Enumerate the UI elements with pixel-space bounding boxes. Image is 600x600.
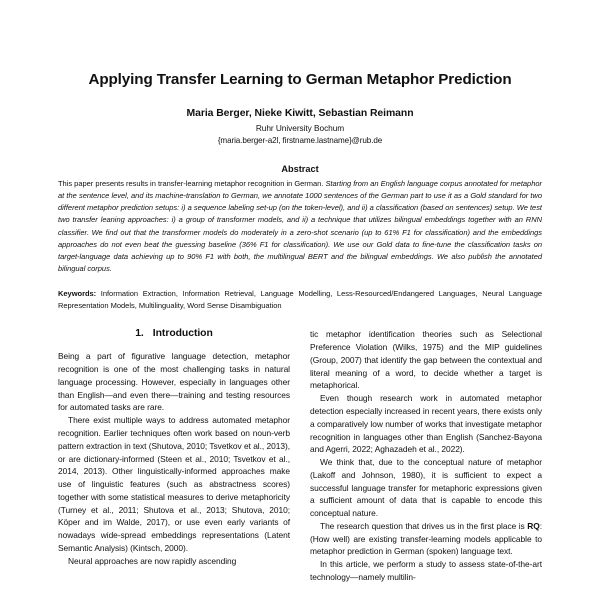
research-question-label: RQ [527, 520, 540, 531]
abstract-section [58, 164, 542, 275]
abstract-heading: Abstract [281, 164, 319, 174]
left-column [58, 328, 290, 567]
two-column-body [58, 328, 542, 583]
author-email: {maria.berger-a2l, firstname.lastname}@rub.de [217, 136, 383, 145]
abstract-text-italic: Starting from an English language corpus annotated for metaphor at the sentence level, and its machine-translation to German, we annotate 1000 sentences of the German part to use it as a Gold standard for two different metaphor prediction setups: i) a sequence labeling set-up (on the token-level), and ii) a classification (based on sentences) setup. We test two transfer leaning approaches: i) a group of transformer models, and ii) a technique that utilizes bilingual embeddings together with an RNN classifier. We find out that the transformer models do moderately in a zero-shot scenario (up to 61% F1 for classification) and the embeddings approaches do not even beat the guessing baseline (36% F1 for classification). We use our Gold data to fine-tune the classification tasks on target-language data achieving up to 90% F1 with both, the multilingual BERT and the bilingual embeddings. We also publish the annotated bilingual corpus. [58, 179, 542, 273]
affiliation: Ruhr University Bochum [255, 123, 345, 133]
keywords-line [58, 288, 542, 312]
paragraph: Even though research work in automated metaphor detection especially increased in recent years, there exists only a comparatively low number of works that investigate metaphor recognition in languages other than English (Sanchez-Bayona and Agerri, 2022; Aghazadeh et al., 2022). [310, 393, 542, 455]
paragraph: We think that, due to the conceptual nature of metaphor (Lakoff and Johnson, 1980), it is sufficient to expect a successful language transfer for metaphoric expressions given a sufficient amount of data that is capable to encode this conceptual nature. [310, 457, 542, 519]
section-heading-introduction [58, 328, 290, 339]
author-list: Maria Berger, Nieke Kiwitt, Sebastian Reimann [186, 108, 414, 119]
right-column [310, 328, 542, 583]
paragraph: There exist multiple ways to address automated metaphor recognition. Earlier techniques often work based on noun-verb pattern extraction in text (Shutova, 2010; Tsvetkov et al., 2013), or are dictionary-informed (Steen et al., 2010; Tsvetkov et al., 2014, 2013). Other linguistically-informed approaches make use of linguistic features (such as abstractness scores) together with some statistical measures to derive metaphoricity (Turney et al., 2011; Shutova et al., 2013; Shutova, 2010; Köper and im Walde, 2017), or use even early variants of nowadays wide-spread embeddings representations (Latent Semantic Analysis) (Kintsch, 2000). [58, 415, 290, 553]
section-title: Introduction [152, 328, 213, 340]
paragraph: Being a part of figurative language detection, metaphor recognition is one of the most challenging tasks in natural language processing. However, especially in languages other than English—and even there—training and testing resources for automated tasks are rare. [58, 351, 290, 413]
page-title: Applying Transfer Learning to German Metaphor Prediction [88, 71, 512, 88]
abstract-text [58, 178, 542, 275]
title-block [58, 0, 542, 145]
keywords-label: Keywords: [58, 289, 97, 299]
abstract-text-lead: This paper presents results in transfer-learning metaphor recognition in German. [58, 179, 326, 188]
keywords-values: Information Extraction, Information Retrieval, Language Modelling, Less-Resourced/Endangered Languages, Neural Language Representation Models, Multilinguality, Word Sense Disambiguation [58, 289, 542, 311]
paragraph: Neural approaches are now rapidly ascending [68, 555, 237, 566]
paragraph: tic metaphor identification theories such as Selectional Preference Violation (Wilks, 1975) and the MIP guidelines (Group, 2007) that identify the gap between the contextual and literal meaning of a word, to decide whether a target is metaphorical. [310, 329, 542, 391]
section-number: 1. [135, 328, 144, 340]
paragraph: In this article, we perform a study to assess state-of-the-art technology—namely multilin- [310, 559, 542, 582]
paragraph-research-question: The research question that drives us in the first place is RQ: (How well) are existing transfer-learning models applicable to metaphor prediction in German (spoken) language text. [310, 520, 542, 557]
